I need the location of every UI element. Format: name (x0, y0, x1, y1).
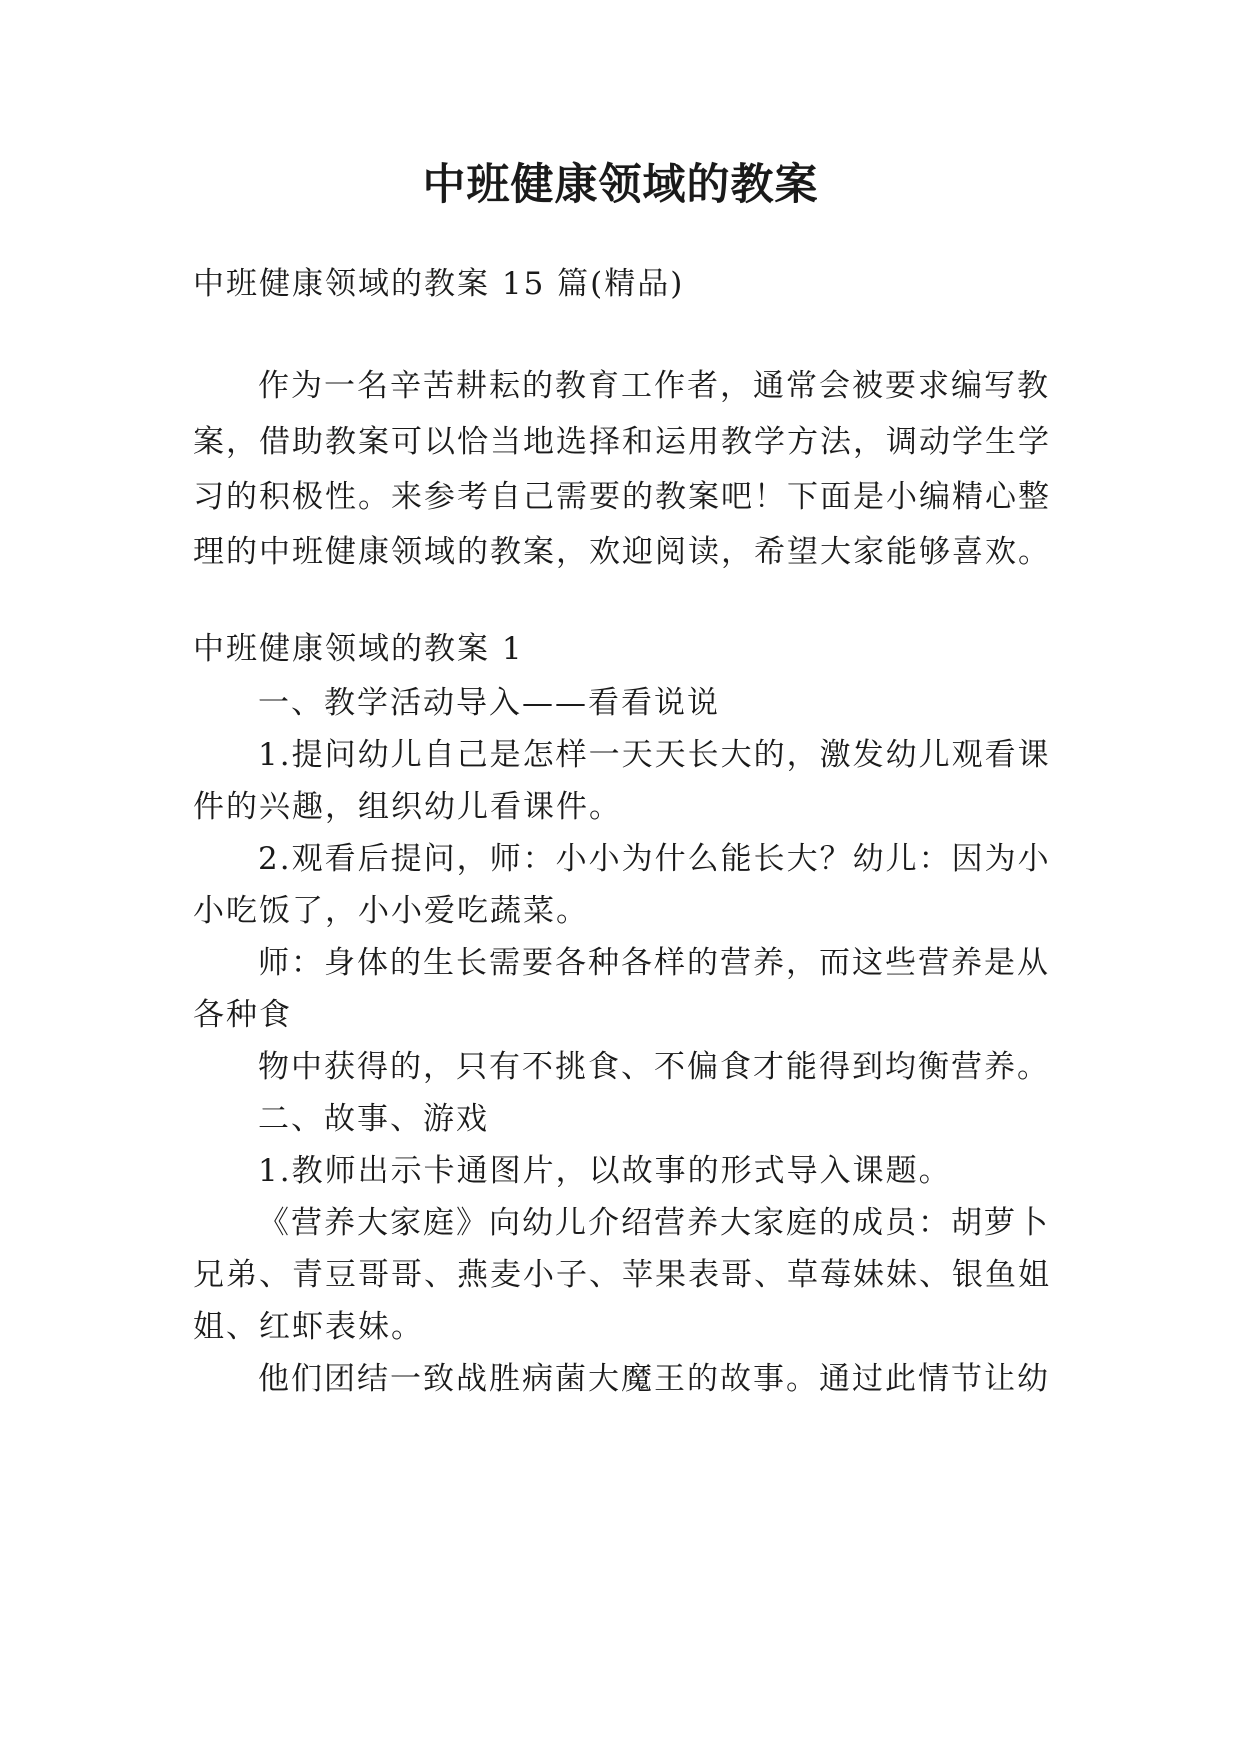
body-line: 《营养大家庭》向幼儿介绍营养大家庭的成员：胡萝卜 (258, 1205, 1050, 1241)
document-title: 中班健康领域的教案 (422, 160, 819, 210)
intro-line: 理的中班健康领域的教案，欢迎阅读，希望大家能够喜欢。 (193, 534, 1051, 570)
body-line: 2.观看后提问，师：小小为什么能长大？幼儿：因为小 (258, 841, 1051, 877)
body-line: 姐、红虾表妹。 (193, 1309, 424, 1345)
intro-line: 案，借助教案可以恰当地选择和运用教学方法，调动学生学 (193, 424, 1051, 460)
body-line: 1.提问幼儿自己是怎样一天天长大的，激发幼儿观看课 (258, 737, 1051, 773)
document-subtitle: 中班健康领域的教案 15 篇(精品) (193, 266, 685, 302)
body-line: 件的兴趣，组织幼儿看课件。 (193, 789, 622, 825)
body-line: 1.教师出示卡通图片，以故事的形式导入课题。 (258, 1153, 952, 1189)
body-line: 小吃饭了，小小爱吃蔬菜。 (193, 893, 589, 929)
intro-line: 作为一名辛苦耕耘的教育工作者，通常会被要求编写教 (258, 368, 1050, 404)
body-line: 他们团结一致战胜病菌大魔王的故事。通过此情节让幼 (258, 1361, 1050, 1397)
body-line: 一、教学活动导入——看看说说 (258, 685, 720, 721)
body-line: 师：身体的生长需要各种各样的营养，而这些营养是从 (258, 945, 1050, 981)
body-line: 兄弟、青豆哥哥、燕麦小子、苹果表哥、草莓妹妹、银鱼姐 (193, 1257, 1051, 1293)
body-line: 物中获得的，只有不挑食、不偏食才能得到均衡营养。 (258, 1049, 1050, 1085)
section-heading: 中班健康领域的教案 1 (193, 631, 524, 667)
intro-line: 习的积极性。来参考自己需要的教案吧！下面是小编精心整 (193, 479, 1051, 515)
body-line: 各种食 (193, 997, 292, 1033)
body-line: 二、故事、游戏 (258, 1101, 489, 1137)
